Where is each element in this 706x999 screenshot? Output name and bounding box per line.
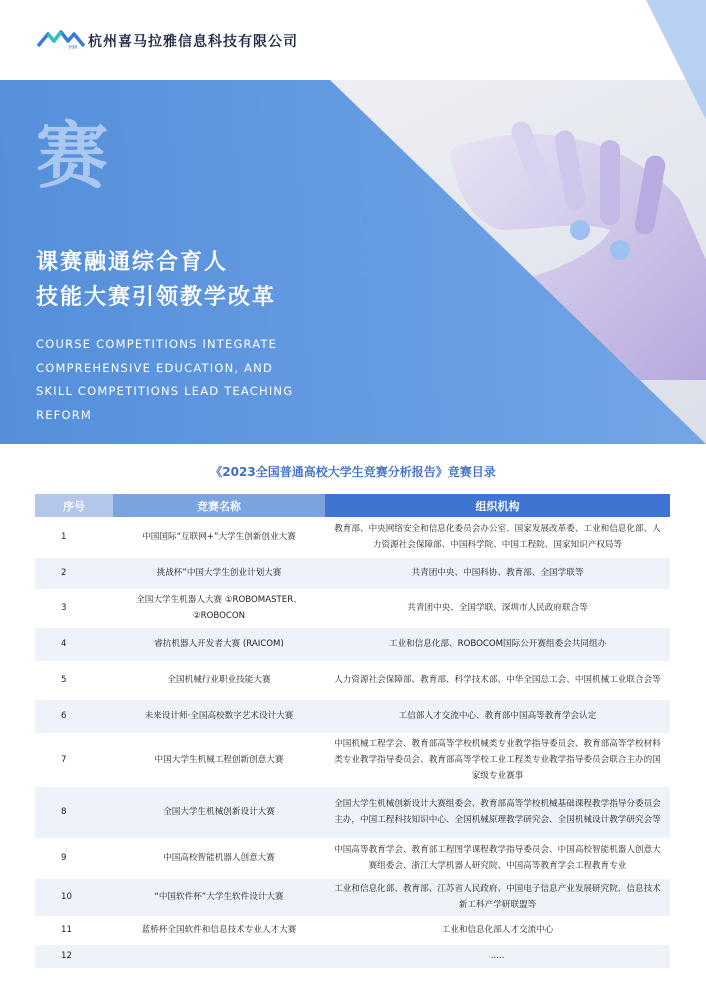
row-name: 全国大学生机械创新设计大赛 (113, 786, 325, 838)
row-number: 10 (35, 878, 113, 916)
row-number: 7 (35, 733, 113, 786)
row-number: 3 (35, 589, 113, 627)
row-organizer: 人力资源社会保障部、教育部、科学技术部、中华全国总工会、中国机械工业联合会等 (325, 661, 670, 699)
table-row (35, 627, 670, 661)
hero-subtitle-english: COURSE COMPETITIONS INTEGRATE COMPREHENSIVE EDUCATION, AND SKILL COMPETITIONS LEAD TEACHING REFORM (36, 337, 294, 422)
row-organizer: 中国机械工程学会、教育部高等学校机械类专业教学指导委员会、教育部高等学校材料类专业教学指导委员会、教育部高等学校工业工程类专业教学指导委员会联合主办的国家级专业赛事 (325, 733, 670, 786)
table-row (35, 944, 670, 968)
row-organizer: 工信部人才交流中心、教育部中国高等教育学会认定 (325, 699, 670, 733)
table-row (35, 557, 670, 589)
header-organizer: 组织机构 (325, 494, 670, 517)
page-header (0, 0, 706, 80)
row-number: 8 (35, 786, 113, 838)
table-row (35, 699, 670, 733)
table-row (35, 589, 670, 627)
header-competition-name: 竞赛名称 (113, 494, 325, 517)
table-title: 《2023全国普通高校大学生竞赛分析报告》竞赛目录 (210, 465, 496, 479)
hero-banner (0, 80, 706, 444)
row-name: 全国机械行业职业技能大赛 (113, 661, 325, 699)
table-header-row (35, 494, 670, 517)
table-row (35, 916, 670, 944)
row-number: 12 (35, 944, 113, 968)
table-row (35, 517, 670, 557)
row-number: 1 (35, 517, 113, 557)
row-number: 2 (35, 557, 113, 589)
row-number: 6 (35, 699, 113, 733)
table-row (35, 661, 670, 699)
row-organizer: 中国高等教育学会、教育部工程图学课程教学指导委员会、中国高校智能机器人创意大赛组委会、浙江大学机器人研究院、中国高等教育学会工程教育专业 (325, 838, 670, 878)
company-logo-icon (36, 28, 86, 50)
svg-text:HM: HM (69, 45, 78, 50)
row-organizer: 共青团中央、中国科协、教育部、全国学联等 (325, 557, 670, 589)
row-number: 5 (35, 661, 113, 699)
row-organizer: 全国大学生机械创新设计大赛组委会、教育部高等学校机械基础课程教学指导分委员会主办，中国工程科技知识中心、全国机械原理教学研究会、全国机械设计教学研究会等 (325, 786, 670, 838)
row-number: 4 (35, 627, 113, 661)
table-row (35, 878, 670, 916)
table-row (35, 786, 670, 838)
hero-title-line1: 课赛融通综合育人 (36, 250, 229, 275)
hero-big-character: 赛 (36, 114, 109, 198)
hero-title-line2: 技能大赛引领教学改革 (36, 285, 277, 310)
row-name: 睿抗机器人开发者大赛 (RAICOM) (113, 627, 325, 661)
table-row (35, 838, 670, 878)
header-number: 序号 (35, 494, 113, 517)
row-name: “中国软件杯”大学生软件设计大赛 (113, 878, 325, 916)
row-organizer: 工业和信息化部人才交流中心 (325, 916, 670, 944)
row-organizer: 教育部、中央网络安全和信息化委员会办公室、国家发展改革委、工业和信息化部、人力资源社会保障部、中国科学院、中国工程院、国家知识产权局等 (325, 517, 670, 557)
company-name: 杭州喜马拉雅信息科技有限公司 (88, 34, 298, 50)
row-name: 中国国际“互联网+”大学生创新创业大赛 (113, 517, 325, 557)
row-name: 中国高校智能机器人创意大赛 (113, 838, 325, 878)
row-name: 中国大学生机械工程创新创意大赛 (113, 733, 325, 786)
row-name (113, 944, 325, 968)
competition-table (35, 494, 670, 969)
row-name: 未来设计师·全国高校数字艺术设计大赛 (113, 699, 325, 733)
row-organizer: ..... (325, 944, 670, 968)
row-organizer: 工业和信息化部、ROBOCOM国际公开赛组委会共同组办 (325, 627, 670, 661)
row-name: 全国大学生机器人大赛 ①ROBOMASTER、②ROBOCON (113, 589, 325, 627)
row-organizer: 共青团中央、全国学联、深圳市人民政府联合等 (325, 589, 670, 627)
row-name: 挑战杯”中国大学生创业计划大赛 (113, 557, 325, 589)
row-number: 9 (35, 838, 113, 878)
corner-decoration (616, 0, 706, 120)
row-number: 11 (35, 916, 113, 944)
table-row (35, 733, 670, 786)
row-organizer: 工业和信息化部、教育部、江苏省人民政府、中国电子信息产业发展研究院、信息技术新工科产学研联盟等 (325, 878, 670, 916)
row-name: 蓝桥杯全国软件和信息技术专业人才大赛 (113, 916, 325, 944)
